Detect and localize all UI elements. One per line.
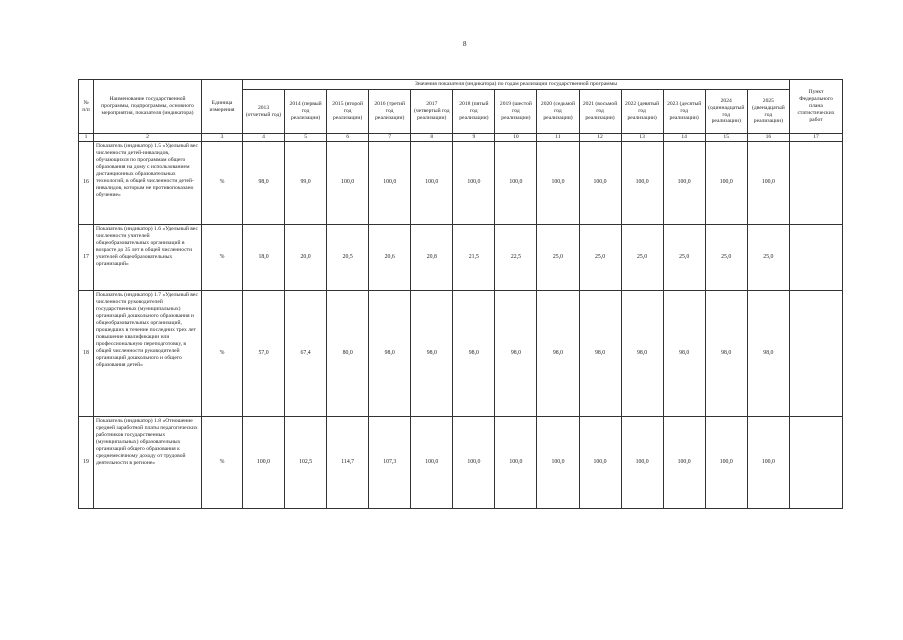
value-cell: 98,0	[579, 291, 621, 417]
value-cell: 25,0	[747, 225, 789, 291]
header-values-group: Значения показателя (индикатора) по годам реализации государственной программы	[243, 80, 790, 90]
value-cell: 25,0	[537, 225, 579, 291]
value-cell: 100,0	[663, 417, 705, 509]
header-year: 2024 (одиннадцатый год реализации)	[705, 90, 747, 134]
value-cell: 100,0	[747, 417, 789, 509]
value-cell: 99,0	[285, 142, 327, 225]
value-cell: 20,0	[285, 225, 327, 291]
value-cell: 100,0	[495, 142, 537, 225]
value-cell: 57,0	[243, 291, 285, 417]
value-cell: 18,0	[243, 225, 285, 291]
value-cell: 25,0	[663, 225, 705, 291]
header-num: № п/п	[79, 80, 94, 134]
header-year: 2014 (первый год реализации)	[285, 90, 327, 134]
value-cell: 102,5	[285, 417, 327, 509]
column-number: 9	[453, 134, 495, 142]
value-cell: 100,0	[411, 417, 453, 509]
table-row	[79, 142, 843, 225]
column-number: 15	[705, 134, 747, 142]
header-fed-plan: Пункт Федерального плана статистических работ	[790, 80, 843, 134]
column-number: 5	[285, 134, 327, 142]
header-year: 2015 (второй год реализации)	[327, 90, 369, 134]
value-cell: 100,0	[621, 417, 663, 509]
value-cell: 100,0	[537, 142, 579, 225]
column-number: 1	[79, 134, 94, 142]
header-year: 2020 (седьмой год реализации)	[537, 90, 579, 134]
header-year: 2021 (восьмой год реализации)	[579, 90, 621, 134]
column-number: 11	[537, 134, 579, 142]
row-number: 18	[79, 291, 94, 417]
header-year: 2017 (четвертый год реализации)	[411, 90, 453, 134]
value-cell: 80,0	[327, 291, 369, 417]
header-year: 2025 (двенадцатый год реализации)	[747, 90, 789, 134]
value-cell: 98,0	[705, 291, 747, 417]
value-cell: 22,5	[495, 225, 537, 291]
column-number: 17	[790, 134, 843, 142]
indicator-name: Показатель (индикатор) 1.6 «Удельный вес численности учителей общеобразовательных организаций в возрасте до 35 лет в общей численности учителей общеобразовательных организаций»	[94, 225, 202, 291]
column-number: 6	[327, 134, 369, 142]
value-cell: 98,0	[537, 291, 579, 417]
header-name: Наименование государственной программы, подпрограммы, основного мероприятия, показателя (индикатора)	[94, 80, 202, 134]
fed-plan-cell	[790, 417, 843, 509]
row-number: 17	[79, 225, 94, 291]
value-cell: 67,4	[285, 291, 327, 417]
header-year: 2023 (десятый год реализации)	[663, 90, 705, 134]
unit-cell: %	[202, 291, 243, 417]
value-cell: 100,0	[369, 142, 411, 225]
value-cell: 100,0	[453, 142, 495, 225]
table-row	[79, 291, 843, 417]
indicator-name: Показатель (индикатор) 1.5 «Удельный вес численности детей-инвалидов, обучающихся по программам общего образования на дому с использованием дистанционных образовательных технологий, в общей численности детей-инвалидов, которым не противопоказано обучение»	[94, 142, 202, 225]
table-row	[79, 225, 843, 291]
column-number: 8	[411, 134, 453, 142]
header-year: 2019 (шестой год реализации)	[495, 90, 537, 134]
fed-plan-cell	[790, 291, 843, 417]
table-row	[79, 417, 843, 509]
value-cell: 100,0	[495, 417, 537, 509]
value-cell: 25,0	[621, 225, 663, 291]
column-number: 16	[747, 134, 789, 142]
fed-plan-cell	[790, 142, 843, 225]
header-year: 2022 (девятый год реализации)	[621, 90, 663, 134]
header-year: 2013 (отчетный год)	[243, 90, 285, 134]
value-cell: 98,0	[453, 291, 495, 417]
column-number: 12	[579, 134, 621, 142]
column-number: 3	[202, 134, 243, 142]
value-cell: 107,3	[369, 417, 411, 509]
column-number: 2	[94, 134, 202, 142]
value-cell: 20,6	[369, 225, 411, 291]
value-cell: 100,0	[705, 417, 747, 509]
column-number: 4	[243, 134, 285, 142]
indicator-name: Показатель (индикатор) 1.8 «Отношение средней заработной платы педагогических работников государственных (муниципальных) образовательных организаций общего образования к среднемесячному доходу от трудовой деятельности в регионе»	[94, 417, 202, 509]
value-cell: 98,0	[621, 291, 663, 417]
value-cell: 100,0	[243, 417, 285, 509]
value-cell: 98,0	[495, 291, 537, 417]
column-number: 14	[663, 134, 705, 142]
value-cell: 98,0	[369, 291, 411, 417]
value-cell: 98,0	[663, 291, 705, 417]
indicator-table	[78, 79, 843, 509]
value-cell: 114,7	[327, 417, 369, 509]
value-cell: 20,8	[411, 225, 453, 291]
value-cell: 100,0	[747, 142, 789, 225]
value-cell: 25,0	[705, 225, 747, 291]
value-cell: 100,0	[705, 142, 747, 225]
value-cell: 100,0	[621, 142, 663, 225]
column-number: 13	[621, 134, 663, 142]
header-unit: Единица измерения	[202, 80, 243, 134]
header-year: 2016 (третий год реализации)	[369, 90, 411, 134]
page-number: 8	[463, 40, 467, 48]
value-cell: 100,0	[663, 142, 705, 225]
header-year: 2018 (пятый год реализации)	[453, 90, 495, 134]
unit-cell: %	[202, 142, 243, 225]
value-cell: 100,0	[579, 142, 621, 225]
value-cell: 98,0	[243, 142, 285, 225]
indicator-name: Показатель (индикатор) 1.7 «Удельный вес численности руководителей государственных (муниципальных) организаций дошкольного образования и общеобразовательных организаций, прошедших в течение последних трех лет повышение квалификации или профессиональную переподготовку, в общей численности руководителей организаций дошкольного и общего образования детей»	[94, 291, 202, 417]
value-cell: 100,0	[579, 417, 621, 509]
value-cell: 25,0	[579, 225, 621, 291]
value-cell: 100,0	[411, 142, 453, 225]
value-cell: 98,0	[411, 291, 453, 417]
row-number: 16	[79, 142, 94, 225]
column-number: 7	[369, 134, 411, 142]
value-cell: 100,0	[453, 417, 495, 509]
value-cell: 98,0	[747, 291, 789, 417]
fed-plan-cell	[790, 225, 843, 291]
row-number: 19	[79, 417, 94, 509]
value-cell: 20,5	[327, 225, 369, 291]
column-number: 10	[495, 134, 537, 142]
value-cell: 21,5	[453, 225, 495, 291]
unit-cell: %	[202, 225, 243, 291]
unit-cell: %	[202, 417, 243, 509]
value-cell: 100,0	[327, 142, 369, 225]
value-cell: 100,0	[537, 417, 579, 509]
